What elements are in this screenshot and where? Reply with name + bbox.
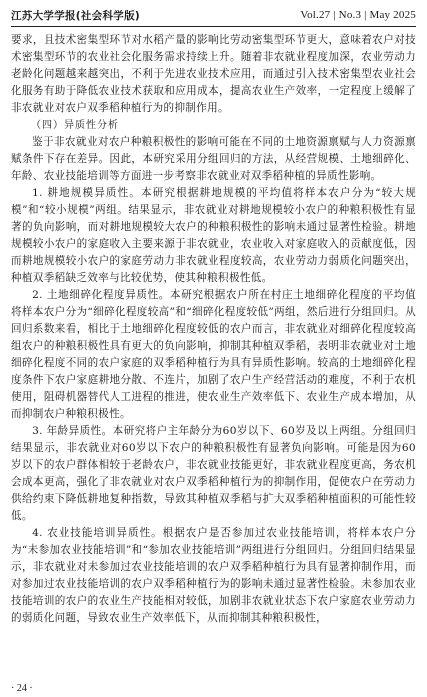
section-heading: （四）异质性分析 bbox=[31, 120, 119, 131]
paragraph-age: 3. 年龄异质性。本研究将户主年龄分为60岁以下、60岁及以上两组。分组回归结果显示，非农就业对60岁以下农户的种粮积极性有显著负向影响。可能是因为60岁以下的农户群体相较于老龄农户，非农就业技能更好，非农就业程度更高，务农机会成本更高，强化了非农就业对农户双季稻种植行为的抑制作用，促使农户在劳动力供给约束下降低耕地复种指数，导致其种植双季稻与扩大双季稻种植面积的可能性较低。 bbox=[11, 425, 416, 522]
running-header bbox=[11, 4, 416, 27]
paragraph-training: 4. 农业技能培训异质性。根据农户是否参加过农业技能培训，将样本农户分为“未参加农业技能培训”和“参加农业技能培训”两组进行分组回归。分组回归结果显示，非农就业对未参加过农业技能培训的农户双季稻种植行为具有显著抑制作用，而对参加过农业技能培训的农户双季稻种植行为的影响未通过显著性检验。未参加农业技能培训的农户的农业生产技能相对较低，加剧非农就业状态下农户家庭农业劳动力的弱质化问题，导致农业生产效率低下，从而抑制其种粮积极性， bbox=[11, 527, 416, 624]
issue-info: Vol.27 | No.3 | May 2025 bbox=[300, 9, 416, 21]
paragraph-fragmentation: 2. 土地细碎化程度异质性。本研究根据农户所在村庄土地细碎化程度的平均值将样本农户分为“细碎化程度较高”和“细碎化程度较低”两组，然后进行分组回归。从回归系数来看，相比于土地细碎化程度较低的农户而言，非农就业对细碎化程度较高组农户的种粮积极性具有更大的负向影响，抑制其种植双季稻，表明非农就业对土地细碎化程度不同的农户家庭的双季稻种植行为具有异质性影响。较高的土地细碎化程度条件下农户家庭耕地分散、不连片，加剧了农户生产经营活动的难度，不利于农机使用，阻碍机器替代人工进程的推进，使农业生产效率低下、农业生产成本增加，从而抑制农户种粮积极性。 bbox=[11, 289, 416, 420]
paragraph-intro: 鉴于非农就业对农户种粮积极性的影响可能在不同的土地资源禀赋与人力资源禀赋条件下存在差异。因此，本研究采用分组回归的方法，从经营规模、土地细碎化、年龄、农业技能培训等方面进一步考察非农就业对双季稻种植的异质性影响。 bbox=[11, 136, 416, 182]
paragraph-continued: 要求，且技术密集型环节对水稻产量的影响比劳动密集型环节更大，意味着农户对技术密集型环节的农业社会化服务需求持续上升。随着非农就业程度加深，农业劳动力老龄化问题越来越突出，不利于先进农业技术应用，而通过引入技术密集型农业社会化服务有助于降低农业技术获取和应用成本，提高农业生产效率，一定程度上缓解了非农就业对农户双季稻种植行为的抑制作用。 bbox=[11, 34, 416, 114]
article-body bbox=[11, 32, 416, 627]
paragraph-farmland-scale: 1. 耕地规模异质性。本研究根据耕地规模的平均值将样本农户分为“较大规模”和“较小规模”两组。结果显示，非农就业对耕地规模较小农户的种粮积极性有显著的负向影响，而对耕地规模较大农户的种粮积极性的影响未通过显著性检验。耕地规模较小农户的家庭收入主要来源于非农就业，农业收入对家庭收入的贡献度低，因而耕地规模较小农户的家庭劳动力非农就业程度较高，农业劳动力弱质化问题突出，种植双季稻缺乏效率与比较优势，使其种粮积极性低。 bbox=[11, 187, 416, 284]
journal-title: 江苏大学学报(社会科学版) bbox=[11, 9, 140, 22]
page-number: · 24 · bbox=[11, 683, 33, 694]
